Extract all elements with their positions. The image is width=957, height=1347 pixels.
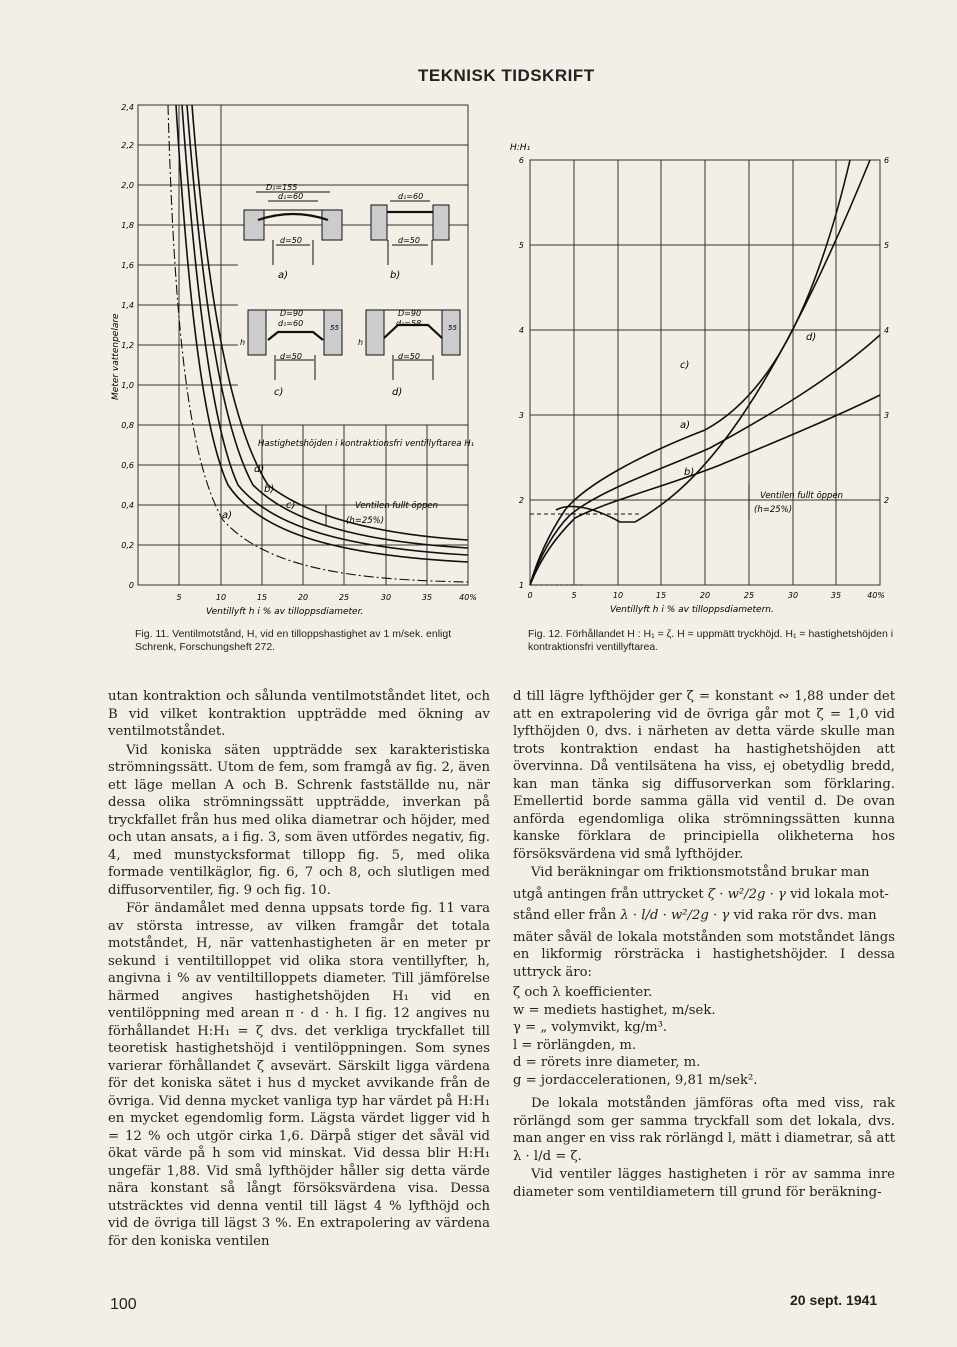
fig11-inset-b <box>371 201 449 265</box>
fig11-ytick: 0,2 <box>121 541 134 550</box>
fig12-open-annot2: (h=25%) <box>754 505 793 515</box>
fig12-xtick: 20 <box>699 591 711 600</box>
paragraph: Vid koniska säten uppträdde sex karakteristiska strömningssätt. Utom de fem, som framgå av fig. 2, även ett läge mellan A och B. Schrenk fastställde nu, när dessa olika strömningssätt uppträdde, inverkan på tryckfallet från hus med olika diametrar och höjder, med och utan ansats, a i fig. 3, som även utfördes negativ, fig. 4, med munstycksformat tillopp fig. 5, med olika formade ventilkäglor, fig. 6, 7 och 8, och slutligen med diffusorventiler, fig. 9 och fig. 10. <box>108 742 490 898</box>
fig12-caption: Fig. 12. Förhållandet H : H₁ = ζ. H = uppmätt tryckhöjd. H₁ = hastighetshöjden i kontraktionsfri ventillyftarea. <box>528 628 894 653</box>
fig11-inset-a-d: d=50 <box>280 236 302 245</box>
fig11-inset-c-d: d=50 <box>280 352 302 361</box>
fig11-inset-d-D: D=90 <box>398 309 422 318</box>
formula-text: stånd eller från <box>513 908 617 923</box>
definition-item: w = mediets hastighet, m/sek. <box>513 1002 716 1018</box>
fig11-ytick: 1,6 <box>121 261 134 270</box>
formula-text: utgå antingen från uttrycket <box>513 886 704 902</box>
fig11-inset-d-h: h <box>358 338 364 347</box>
fig11-ytick: 0,6 <box>121 461 134 470</box>
fig12-xlabel: Ventillyft h i % av tilloppsdiametern. <box>610 605 774 615</box>
fig11-inset-a-D: D₁=155 <box>266 183 298 192</box>
fig11-ylabel: Meter vattenpelare <box>111 313 121 400</box>
fig11-ytick: 1,8 <box>121 221 134 230</box>
definition-item: d = rörets inre diameter, m. <box>513 1055 701 1070</box>
fig11-ytick: 0,4 <box>121 501 134 510</box>
fig11-inset-c-dim: 55 <box>330 324 339 332</box>
fig12-ytick-right: 4 <box>884 326 890 335</box>
paragraph: De lokala motstånden jämföras ofta med viss, rak rörlängd som ger samma tryckfall som det lokala, dvs. man anger en viss rak rörlängd l, mätt i diametrar, så att λ · l/d = ζ. <box>513 1096 895 1164</box>
fig11-inset-d-tag: d) <box>392 387 403 398</box>
fig12-ytick: 4 <box>518 326 524 335</box>
fig11-ytick: 1,2 <box>121 341 134 350</box>
fig11-inset-d-d1: d₁=58 <box>396 319 422 328</box>
figure-12-graphic <box>510 130 900 615</box>
formula-lambda <box>513 907 895 925</box>
fig12-curve-label-b: b) <box>684 467 695 478</box>
fig12-ytick: 1 <box>518 581 524 590</box>
fig11-inset-a-d1: d₁=60 <box>278 192 304 201</box>
text-column-right <box>513 688 895 1202</box>
fig11-inset-c-h: h <box>240 338 246 347</box>
figure-11 <box>108 100 480 620</box>
fig11-velocity-annot: Hastighetshöjden i kontraktionsfri ventillyftarea H₁ <box>258 439 475 449</box>
page-number: 100 <box>110 1296 137 1313</box>
figure-12 <box>510 130 900 615</box>
definition-item: l = rörlängden, m. <box>513 1037 637 1053</box>
fig11-curve-label-d: d) <box>254 464 265 475</box>
fig11-inset-b-d1: d₁=60 <box>398 192 424 201</box>
fig11-xlabel: Ventillyft h i % av tilloppsdiameter. <box>206 607 364 617</box>
fig12-ytick: 3 <box>518 411 524 420</box>
fig11-xtick: 40% <box>459 593 477 602</box>
fig11-ytick: 2,4 <box>121 103 134 112</box>
fig11-inset-a-tag: a) <box>278 270 289 281</box>
fig11-curve-label-b: b) <box>264 484 275 495</box>
fig12-ylabel: H:H₁ <box>510 143 531 153</box>
fig11-inset-d-dim: 55 <box>448 324 457 332</box>
formula-expression: ζ · w²/2g · γ <box>707 886 786 902</box>
fig12-xtick: 25 <box>743 591 755 600</box>
formula-zeta <box>513 886 895 904</box>
fig12-ytick: 2 <box>518 496 524 505</box>
fig11-xtick: 25 <box>338 593 350 602</box>
fig11-ytick: 1,4 <box>121 301 134 310</box>
fig12-curve-label-c: c) <box>680 360 690 371</box>
fig12-xtick: 35 <box>830 591 842 600</box>
paragraph: För ändamålet med denna uppsats torde fig. 11 vara av största intresse, av vilken framgår det totala motståndet, H, när vattenhastigheten är en meter pr sekund i ventiltilloppet vid olika stora ventillyfter, h, angivna i % av ventiltilloppets diameter. Till jämförelse härmed angives hastighetshöjden H₁ vid en ventilöppning med arean π · d · h. I fig. 12 angives nu förhållandet H:H₁ = ζ dvs. det verkliga tryckfallet till teoretisk hastighetshöjd i ventilöppningen. Som synes varierar förhållandet ζ avsevärt. Särskilt ligga värdena för det koniska sätet i hus d mycket avvikande från de övriga. Vid denna mycket vanliga typ har värdet på H:H₁ en mycket egendomlig form. Lägsta värdet ligger vid h = 12 % och utgör cirka 1,6. Därpå stiger det såväl vid ökat värde på h som vid minskat. Vid dessa blir H:H₁ ungefär 1,88. Vid små lyfthöjder håller sig detta värde nära konstant så långt försöksvärdena visa. Dessa utsträcktes vid denna ventil till lägst 4 % lyfthöjd och vid de övriga till lägst 3 %. En extrapolering av värdena för den koniska ventilen <box>108 901 490 1249</box>
fig11-ytick: 0 <box>128 581 134 590</box>
fig11-curve-label-c: c) <box>286 500 296 511</box>
figure-11-graphic <box>108 100 480 620</box>
formula-text: vid lokala mot- <box>790 886 889 902</box>
fig11-inset-c-D: D=90 <box>280 309 304 318</box>
definition-item: g = jordaccelerationen, 9,81 m/sek². <box>513 1072 758 1088</box>
fig11-inset-c-tag: c) <box>274 387 284 398</box>
journal-title: TEKNISK TIDSKRIFT <box>418 66 595 85</box>
fig11-ytick: 2,0 <box>121 181 134 190</box>
fig11-inset-b-d: d=50 <box>398 236 420 245</box>
fig11-inset-a <box>244 192 342 265</box>
fig11-xtick: 20 <box>297 593 309 602</box>
fig11-open-annot2: (h=25%) <box>346 516 385 526</box>
fig11-inset-c-d1: d₁=60 <box>278 319 304 328</box>
fig11-caption: Fig. 11. Ventilmotstånd, H, vid en tilloppshastighet av 1 m/sek. enligt Schrenk, Forschungsheft 272. <box>135 628 452 653</box>
fig11-inset-d-d: d=50 <box>398 352 420 361</box>
formula-expression: λ · l/d · w²/2g · γ <box>620 908 730 923</box>
paragraph: Vid beräkningar om friktionsmotstånd brukar man <box>531 865 870 880</box>
fig12-ytick: 6 <box>518 156 524 165</box>
paragraph: utan kontraktion och sålunda ventilmotståndet litet, och B vid vilket kontraktion uppträdde med ökning av ventilmotståndet. <box>108 689 490 739</box>
fig12-ytick: 5 <box>518 241 524 250</box>
fig12-xtick: 0 <box>527 591 533 600</box>
fig11-curve-label-a: a) <box>222 510 233 521</box>
fig12-curve-label-a: a) <box>680 420 691 431</box>
fig12-ytick-right: 2 <box>884 496 890 505</box>
issue-date: 20 sept. 1941 <box>790 1292 878 1308</box>
fig11-ytick: 0,8 <box>121 421 134 430</box>
fig12-open-annot: Ventilen fullt öppen <box>760 491 844 501</box>
fig11-xtick: 10 <box>215 593 227 602</box>
fig11-inset-b-tag: b) <box>390 270 401 281</box>
fig11-ytick: 2,2 <box>121 141 134 150</box>
fig11-open-annot: Ventilen fullt öppen <box>355 501 439 511</box>
fig12-xtick: 10 <box>612 591 624 600</box>
paragraph: Vid ventiler lägges hastigheten i rör av samma inre diameter som ventildiametern till grund för beräkning- <box>513 1167 895 1200</box>
fig12-xtick: 40% <box>867 591 885 600</box>
definition-item: ζ och λ koefficienter. <box>513 985 653 1000</box>
paragraph: mäter såväl de lokala motstånden som motståndet längs en likformig rörsträcka i hastighetshöjder. I dessa uttryck äro: <box>513 929 895 980</box>
fig12-xtick: 5 <box>571 591 577 600</box>
fig11-xtick: 35 <box>421 593 433 602</box>
fig12-ytick-right: 6 <box>884 156 890 165</box>
fig12-xtick: 30 <box>787 591 799 600</box>
fig12-ytick-right: 5 <box>884 241 890 250</box>
fig11-xtick: 15 <box>256 593 268 602</box>
definition-list <box>513 984 895 1089</box>
fig12-curve-label-d: d) <box>806 332 817 343</box>
fig11-ytick: 1,0 <box>121 381 134 390</box>
fig12-xtick: 15 <box>655 591 667 600</box>
fig11-xtick: 5 <box>176 593 182 602</box>
formula-text: vid raka rör dvs. man <box>733 908 877 923</box>
definition-item: γ = „ volymvikt, kg/m³. <box>513 1020 668 1035</box>
fig12-ytick-right: 3 <box>884 411 890 420</box>
paragraph: d till lägre lyfthöjder ger ζ = konstant ∾ 1,88 under det att en extrapolering vid de övriga går mot ζ = 1,0 vid lyfthöjden 0, dvs. i närheten av detta värde skulle man trots kontraktion endast ha hastighetshöjden att övervinna. Då ventilsätena ha viss, ej obetydlig bredd, kan man tänka sig diffusorverkan som förklaring. Emellertid borde samma gälla vid ventil d. De ovan anförda egendomliga olika strömningssätten kunna kanske förklara de principiella olikheterna hos försöksvärdena vid små lyfthöjder. <box>513 689 895 862</box>
text-column-left <box>108 688 490 1251</box>
fig11-xtick: 30 <box>380 593 392 602</box>
